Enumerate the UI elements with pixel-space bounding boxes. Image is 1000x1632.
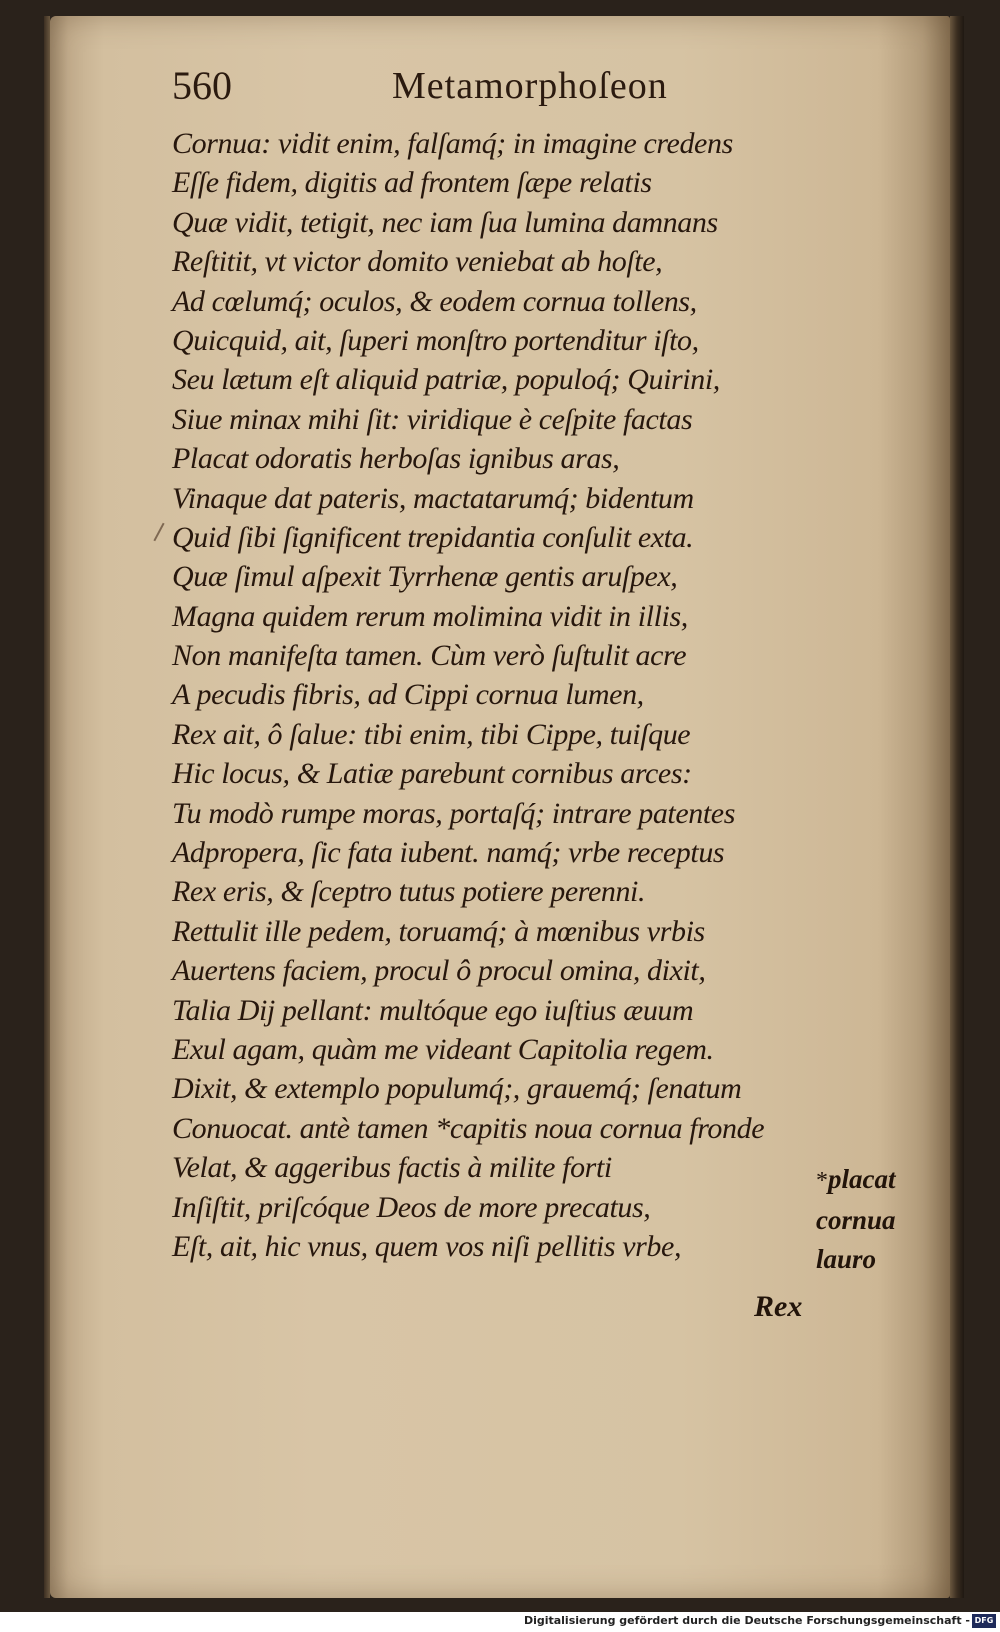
verse-line: Cornua: vidit enim, falſamq́; in imagine credens [172, 127, 733, 160]
verse-line: Rettulit ille pedem, toruamq́; à mœnibus vrbis [172, 914, 705, 948]
marginal-note-line: cornua [816, 1205, 896, 1235]
verse-line: Adpropera, ſic fata iubent. namq́; vrbe receptus [172, 836, 725, 870]
verse-line: Talia Dij pellant: multóque ego iuſtius æuum [172, 993, 694, 1027]
verse-line: Quæ ſimul aſpexit Tyrrhenæ gentis aruſpex, [172, 560, 678, 594]
verse-line: Placat odoratis herboſas ignibus aras, [172, 442, 620, 476]
verse-line: Eſt, ait, hic vnus, quem vos niſi pellitis vrbe, [172, 1229, 682, 1263]
page-number: 560 [172, 63, 232, 108]
verse-line: A pecudis fibris, ad Cippi cornua lumen, [172, 678, 644, 712]
verse-line: Quicquid, ait, ſuperi monſtro portenditur iſto, [172, 323, 699, 357]
page-right-edge [950, 16, 964, 1598]
page-header [172, 62, 812, 118]
verse-line: Non manifeſta tamen. Cùm verò ſuſtulit acre [172, 639, 687, 673]
verse-line: Velat, & aggeribus factis à milite forti [172, 1151, 612, 1185]
verse-line: Conuocat. antè tamen *capitis noua cornua fronde [172, 1111, 765, 1145]
catchword: Rex [754, 1290, 803, 1323]
verse-line: Seu lætum eſt aliquid patriæ, populoq́; Quirini, [172, 363, 720, 397]
verse-line: Auertens faciem, procul ô procul omina, dixit, [172, 954, 706, 988]
marginal-note-line: lauro [816, 1244, 877, 1274]
verse-line: Dixit, & extemplo populumq́;, grauemq́; ſenatum [172, 1072, 742, 1106]
digitization-credit: Digitalisierung gefördert durch die Deutsche Forschungsgemeinschaft - [523, 1614, 970, 1627]
dfg-logo: DFG [972, 1614, 996, 1628]
marginal-note-line: placat [828, 1164, 896, 1194]
running-head: Metamorphoſeon [392, 65, 668, 107]
verse-line: Reſtitit, vt victor domito veniebat ab hoſte, [172, 245, 663, 279]
note-marker: * [816, 1168, 828, 1194]
verse-line: Hic locus, & Latiæ parebunt cornibus arces: [172, 757, 692, 791]
verse-line: Ad cœlumq́; oculos, & eodem cornua tollens, [172, 284, 697, 318]
verse-line: Rex eris, & ſceptro tutus potiere perenni. [172, 875, 646, 909]
verse-line: Siue minax mihi ſit: viridique è ceſpite factas [172, 402, 693, 436]
verse-line: Inſiſtit, priſcóque Deos de more precatus, [172, 1190, 651, 1224]
verse-line: Tu modò rumpe moras, portaſq́; intrare patentes [172, 796, 735, 830]
verse-line: Eſſe fidem, digitis ad frontem ſæpe relatis [172, 166, 652, 200]
verse-line: Vinaque dat pateris, mactatarumq́; bidentum [172, 481, 694, 515]
verse-text [172, 124, 822, 1266]
verse-line: Rex ait, ô ſalue: tibi enim, tibi Cippe, tuiſque [172, 717, 691, 751]
verse-line: Exul agam, quàm me videant Capitolia regem. [172, 1032, 714, 1066]
verse-line: Magna quidem rerum molimina vidit in illis, [172, 599, 688, 633]
marginal-note [816, 1160, 936, 1279]
verse-line: Quid ſibi ſignificent trepidantia conſulit exta. [172, 520, 694, 554]
verse-line: Quæ vidit, tetigit, nec iam ſua lumina damnans [172, 205, 718, 239]
